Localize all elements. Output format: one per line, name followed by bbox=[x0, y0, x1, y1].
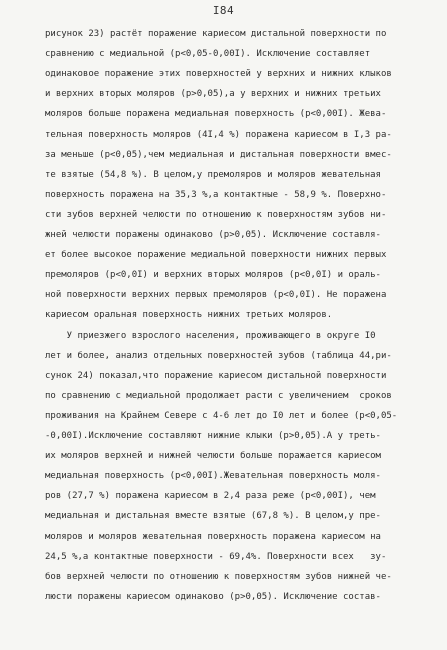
text-line: лет и более, анализ отдельных поверхностей зубов (таблица 44,ри- bbox=[45, 350, 392, 361]
text-line: моляров больше поражена медиальная поверхность (р<0,00I). Жева- bbox=[45, 109, 387, 120]
text-line: сунок 24) показал,что поражение кариесом дистальной поверхности bbox=[45, 370, 387, 381]
text-line: и верхних вторых моляров (р>0,05),а у верхних и нижних третьих bbox=[45, 89, 381, 100]
text-line: медиальная поверхность (р<0,00I).Жевательная поверхность моля- bbox=[45, 471, 381, 482]
text-line: сти зубов верхней челюсти по отношению к поверхностям зубов ни- bbox=[45, 209, 387, 220]
text-line: 24,5 %,а контактные поверхности - 69,4%. Поверхности всех зу- bbox=[45, 551, 387, 562]
text-line: ет более высокое поражение медиальной поверхности нижних первых bbox=[45, 250, 387, 261]
text-line: медиальная и дистальная вместе взятые (67,8 %). В целом,у пре- bbox=[45, 511, 381, 522]
text-line: люсти поражены кариесом одинаково (р>0,05). Исключение состав- bbox=[45, 591, 381, 602]
text-line: бов верхней челюсти по отношению к поверхностям зубов нижней че- bbox=[45, 571, 392, 582]
text-line: кариесом оральная поверхность нижних третьих моляров. bbox=[45, 310, 333, 321]
text-line: за меньше (р<0,05),чем медиальная и дистальная поверхности вмес- bbox=[45, 149, 392, 160]
text-line: по сравнению с медиальной продолжает расти с увеличением сроков bbox=[45, 390, 392, 401]
text-line: премоляров (р<0,0I) и верхних вторых моляров (р<0,0I) и ораль- bbox=[45, 270, 381, 281]
text-line: ной поверхности верхних первых премоляров (р<0,0I). Не поражена bbox=[45, 290, 387, 301]
text-line: жней челюсти поражены одинаково (р>0,05). Исключение составля- bbox=[45, 230, 381, 240]
text-line: тельная поверхность моляров (4I,4 %) поражена кариесом в I,3 ра- bbox=[45, 129, 392, 140]
text-line: сравнению с медиальной (р<0,05-0,00I). Исключение составляет bbox=[45, 49, 371, 60]
text-line: проживания на Крайнем Севере с 4-6 лет до I0 лет и более (р<0,05- bbox=[45, 410, 398, 421]
text-line: У приезжего взрослого населения, проживающего в округе I0 bbox=[45, 330, 376, 341]
text-line: -0,00I).Исключение составляют нижние клыки (р>0,05).А у треть- bbox=[45, 431, 381, 441]
text-line: их моляров верхней и нижней челюсти больше поражается кариесом bbox=[45, 451, 381, 462]
text-line: одинаковое поражение этих поверхностей у верхних и нижних клыков bbox=[45, 69, 392, 80]
text-line: поверхность поражена на 35,3 %,а контактные - 58,9 %. Поверхно- bbox=[45, 189, 387, 200]
text-line: моляров и моляров жевательная поверхность поражена кариесом на bbox=[45, 531, 381, 542]
text-line: рисунок 23) растёт поражение кариесом дистальной поверхности по bbox=[45, 29, 387, 39]
page-number: I84 bbox=[212, 4, 235, 17]
text-line: те взятые (54,8 %). В целом,у премоляров и моляров жевательная bbox=[45, 169, 381, 180]
text-line: ров (27,7 %) поражена кариесом в 2,4 раза реже (р<0,00I), чем bbox=[45, 491, 376, 502]
